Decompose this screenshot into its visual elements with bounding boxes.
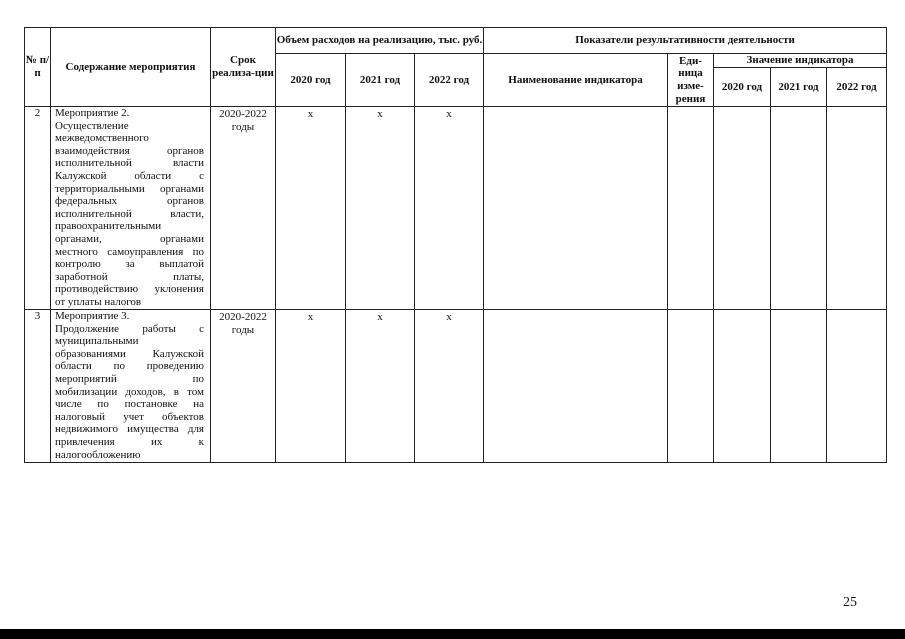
content-line: мобилизации доходов, в том — [55, 385, 204, 398]
row-unit — [668, 310, 714, 463]
content-line: правоохранительными — [55, 220, 162, 233]
row-num: 2 — [25, 107, 51, 310]
header-num: № п/п — [25, 28, 51, 107]
row-content — [51, 107, 211, 310]
table-row — [25, 107, 887, 310]
content-line: налоговый учет объектов — [55, 410, 204, 423]
row-value-2022 — [827, 310, 887, 463]
content-line: межведомственного — [55, 132, 149, 145]
content-line: Мероприятие 3. — [55, 310, 130, 322]
row-expense-2022: х — [415, 310, 484, 463]
page-number: 25 — [843, 595, 857, 610]
header-expense-2022: 2022 год — [415, 54, 484, 107]
content-line: недвижимого имущества для — [55, 423, 204, 436]
content-line: Осуществление — [55, 119, 129, 132]
row-value-2021 — [771, 107, 827, 310]
header-value-2022: 2022 год — [827, 68, 887, 107]
row-indicator-name — [484, 107, 668, 310]
row-expense-2021: х — [346, 107, 415, 310]
activities-table — [24, 27, 887, 463]
content-line: Продолжение работы с — [55, 322, 204, 335]
header-expense-2020: 2020 год — [276, 54, 346, 107]
content-line: взаимодействия органов — [55, 144, 204, 157]
header-term: Срок реализа-ции — [211, 28, 276, 107]
content-line: привлечения их к — [55, 435, 204, 448]
content-line: исполнительной власти — [55, 157, 204, 170]
table-row — [25, 310, 887, 463]
content-line: от уплаты налогов — [55, 295, 142, 308]
content-line: числе по постановке на — [55, 398, 204, 411]
content-line: Калужской области с — [55, 169, 204, 182]
row-expense-2022: х — [415, 107, 484, 310]
row-expense-2020: х — [276, 107, 346, 310]
content-line: образованиями Калужской — [55, 347, 204, 360]
content-line: заработной платы, — [55, 270, 204, 283]
header-expense-2021: 2021 год — [346, 54, 415, 107]
header-expenses: Объем расходов на реализацию, тыс. руб. — [276, 28, 484, 54]
row-term: 2020-2022 годы — [211, 310, 276, 463]
header-indicator-value: Значение индикатора — [714, 54, 887, 68]
header-unit: Еди-ница изме-рения — [668, 54, 714, 107]
row-indicator-name — [484, 310, 668, 463]
content-line: налогообложению — [55, 448, 141, 461]
header-value-2021: 2021 год — [771, 68, 827, 107]
header-value-2020: 2020 год — [714, 68, 771, 107]
content-line: органами, органами — [55, 232, 204, 245]
row-expense-2021: х — [346, 310, 415, 463]
content-line: местного самоуправления по — [55, 245, 204, 258]
content-line: мероприятий по — [55, 372, 204, 385]
header-indicator-name: Наименование индикатора — [484, 54, 668, 107]
header-content: Содержание мероприятия — [51, 28, 211, 107]
row-content — [51, 310, 211, 463]
content-line: федеральных органов — [55, 195, 204, 208]
row-value-2021 — [771, 310, 827, 463]
row-expense-2020: х — [276, 310, 346, 463]
row-unit — [668, 107, 714, 310]
row-term: 2020-2022 годы — [211, 107, 276, 310]
row-value-2020 — [714, 310, 771, 463]
content-line: исполнительной власти, — [55, 207, 204, 220]
content-line: территориальными органами — [55, 182, 204, 195]
header-indicators: Показатели результативности деятельности — [484, 28, 887, 54]
content-line: области по проведению — [55, 360, 204, 373]
row-value-2022 — [827, 107, 887, 310]
content-line: контролю за выплатой — [55, 258, 204, 271]
row-value-2020 — [714, 107, 771, 310]
row-num: 3 — [25, 310, 51, 463]
content-line: Мероприятие 2. — [55, 107, 130, 119]
scan-bottom-edge — [0, 629, 905, 639]
content-line: противодействию уклонения — [55, 283, 204, 296]
content-line: муниципальными — [55, 335, 139, 348]
